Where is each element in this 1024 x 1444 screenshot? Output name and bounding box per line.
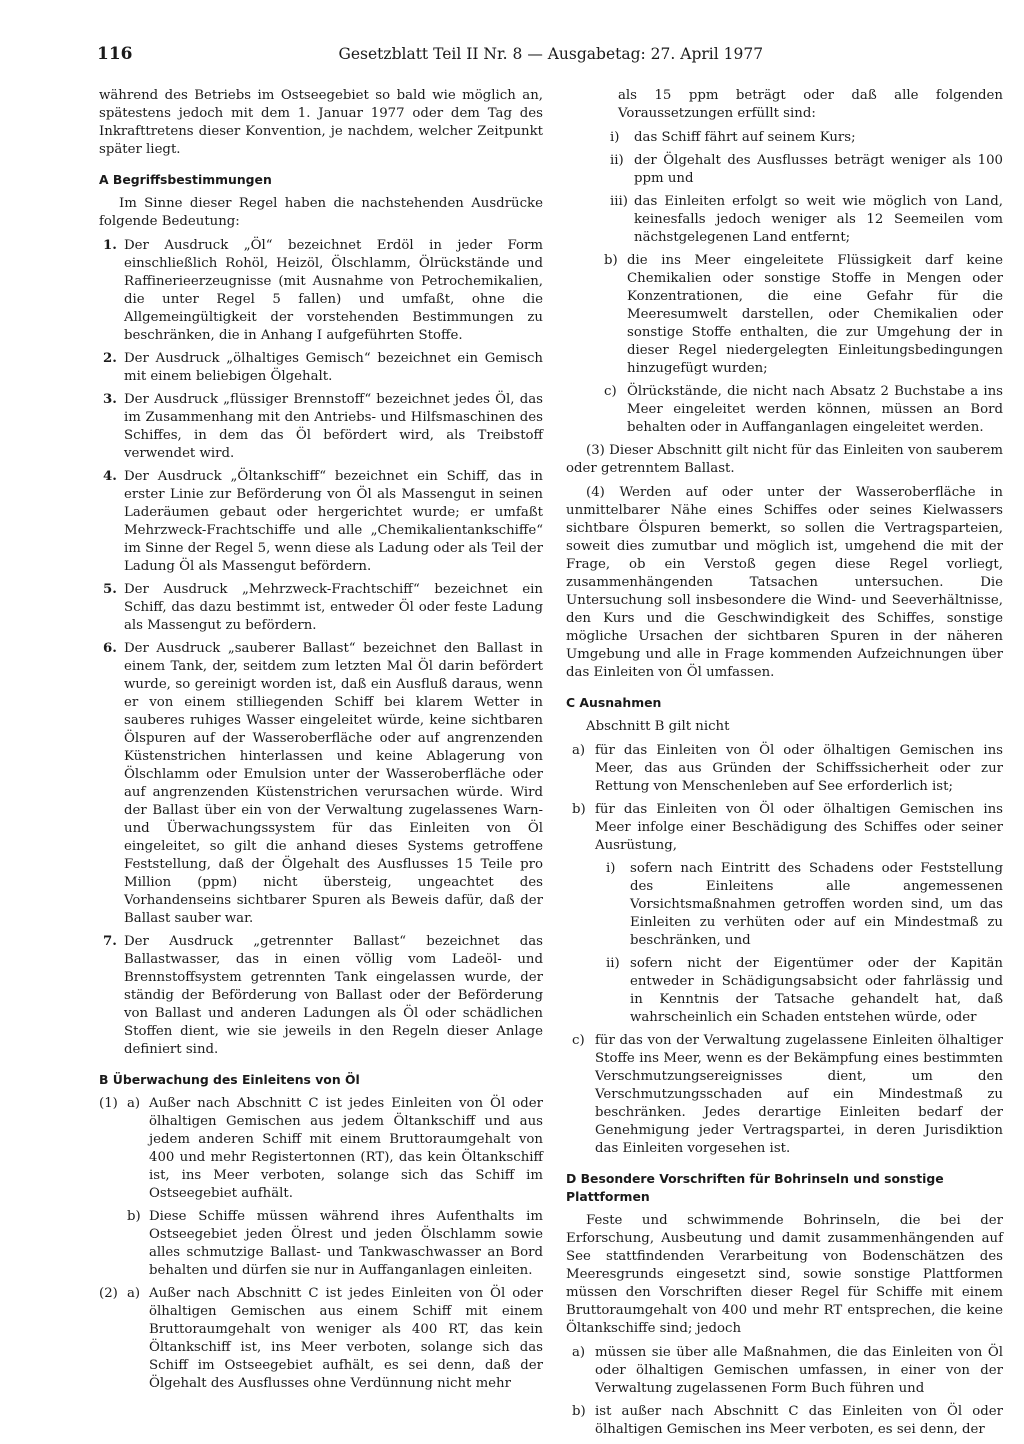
- left-column: [99, 87, 543, 1398]
- definition-item: 7. Der Ausdruck „getrennter Ballast“ bezeichnet das Ballastwasser, das in einen völlig vom Ladeöl- und Brennstoffsystem getrennten Tank eingelassen wurde, der ständig der Beförderung von Ballast oder der Beförderung von Ballast und anderen Ladungen als Öl oder schädlichen Stoffen dient, wie sie jeweils in den Regeln dieser Anlage definiert sind.: [103, 934, 543, 1057]
- definition-item: 4. Der Ausdruck „Öltankschiff“ bezeichnet ein Schiff, das in erster Linie zur Beförderung von Öl als Massengut in seinen Laderäumen gebaut oder hergerichtet wurde; er umfaßt Mehrzweck-Frachtschiffe und alle „Chemikalientankschiffe“ im Sinne der Regel 5, wenn diese als Ladung oder als Teil der Ladung Öl als Massengut befördern.: [103, 469, 543, 574]
- definition-item: 6. Der Ausdruck „sauberer Ballast“ bezeichnet den Ballast in einem Tank, der, seitdem zum letzten Mal Öl darin befördert wurde, so gereinigt worden ist, daß ein Ausfluß daraus, wenn er von einem stilliegenden Schiff bei klarem Wetter in sauberes ruhiges Wasser eingeleitet würde, keine sichtbaren Ölspuren auf der Wasseroberfläche oder auf angrenzenden Küstenstrichen hinterlassen und keine Ablagerung von Ölschlamm oder Emulsion unter der Wasseroberfläche oder auf angrenzenden Küstenstrichen verursachen würde. Wird der Ballast über ein von der Verwaltung zugelassenes Warn- und Überwachungssystem für das Einleiten von Öl eingeleitet, so gilt die anhand dieses Systems getroffene Feststellung, daß der Ölgehalt des Ausflusses 15 Teile pro Million (ppm) nicht übersteig, ungeachtet des Vorhandenseins sichtbarer Spuren als Beweis dafür, daß der Ballast sauber war.: [103, 641, 543, 926]
- paragraph-2b: b) die ins Meer eingeleitete Flüssigkeit darf keine Chemikalien oder sonstige Stoffe in Mengen oder Konzentrationen, die eine Gefahr für die Meeresumwelt darstellen, oder Chemikalien oder sonstige Stoffe enthalten, die zur Umgehung der in dieser Regel niedergelegten Einleitungsbedingungen hinzugefügt wurden;: [604, 253, 1003, 376]
- section-d-lead: Feste und schwimmende Bohrinseln, die bei der Erforschung, Ausbeutung und damit zusammenhängenden auf See stattfindenden Verarbeitung von Bodenschätzen des Meeresgrunds eingesetzt sind, sowie sonstige Plattformen müssen den Vorschriften dieser Regel für Schiffe mit einem Bruttoraumgehalt von 400 und mehr RT entsprechen, die keine Öltankschiffe sind; jedoch: [566, 1213, 1003, 1336]
- section-c-lead: Abschnitt B gilt nicht: [586, 719, 730, 734]
- definition-item: 5. Der Ausdruck „Mehrzweck-Frachtschiff“ bezeichnet ein Schiff, das dazu bestimmt ist, entweder Öl oder feste Ladung als Massengut zu befördern.: [103, 582, 543, 633]
- section-a-lead: Im Sinne dieser Regel haben die nachstehenden Ausdrücke folgende Bedeutung:: [99, 196, 543, 229]
- section-c-heading: C Ausnahmen: [566, 695, 662, 710]
- roman-item: ii) der Ölgehalt des Ausflusses beträgt weniger als 100 ppm und: [610, 153, 1003, 186]
- continuation-paragraph: als 15 ppm beträgt oder daß alle folgenden Voraussetzungen erfüllt sind:: [618, 88, 1003, 121]
- section-a-heading: A Begriffsbestimmungen: [99, 172, 272, 187]
- page-number: 116: [97, 44, 133, 64]
- intro-paragraph: während des Betriebs im Ostseegebiet so bald wie möglich an, spätestens jedoch mit dem 1. Januar 1977 oder dem Tag des Inkrafttretens dieser Konvention, je nachdem, welcher Zeitpunkt später liegt.: [99, 88, 543, 157]
- exception-a: a) für das Einleiten von Öl oder ölhaltigen Gemischen ins Meer, das aus Gründen der Schiffssicherheit oder zur Rettung von Menschenleben auf See erforderlich ist;: [572, 743, 1003, 794]
- platform-rule-b: b) ist außer nach Abschnitt C das Einleiten von Öl oder ölhaltigen Gemischen ins Meer verboten, es sei denn, der: [572, 1404, 1003, 1437]
- running-title: Gesetzblatt Teil II Nr. 8 — Ausgabetag: 27. April 1977: [338, 45, 764, 63]
- paragraph-3: (3) Dieser Abschnitt gilt nicht für das Einleiten von sauberem oder getrenntem Ballast.: [566, 443, 1003, 476]
- page-header: [97, 44, 1002, 68]
- exception-c: c) für das von der Verwaltung zugelassene Einleiten ölhaltiger Stoffe ins Meer, wenn es der Bekämpfung eines bestimmten Verschmutzungsereignisses dient, um den Verschmutzungsschaden auf ein Mindestmaß zu beschränken. Jedes derartige Einleiten bedarf der Genehmigung jeder Vertragspartei, in deren Jurisdiktion das Einleiten vorgesehen ist.: [572, 1033, 1003, 1156]
- definition-item: 3. Der Ausdruck „flüssiger Brennstoff“ bezeichnet jedes Öl, das im Zusammenhang mit den Antriebs- und Hilfsmaschinen des Schiffes, in dem das Öl befördert wird, als Treibstoff verwendet wird.: [103, 392, 543, 461]
- exception-b-ii: ii) sofern nicht der Eigentümer oder der Kapitän entweder in Schädigungsabsicht oder fahrlässig und in Kenntnis der Tatsache gehandelt hat, daß wahrscheinlich ein Schaden entstehen würde, oder: [606, 956, 1003, 1025]
- exception-b-i: i) sofern nach Eintritt des Schadens oder Feststellung des Einleitens alle angemessenen Vorsichtsmaßnahmen getroffen worden sind, um das Einleiten zu verhüten oder auf ein Mindestmaß zu beschränken, und: [606, 861, 1003, 948]
- platform-rule-a: a) müssen sie über alle Maßnahmen, die das Einleiten von Öl oder ölhaltigen Gemischen umfassen, in einer von der Verwaltung zugelassenen Form Buch führen und: [572, 1345, 1003, 1396]
- definition-item: 2. Der Ausdruck „ölhaltiges Gemisch“ bezeichnet ein Gemisch mit einem beliebigen Ölgehalt.: [103, 351, 543, 384]
- roman-item: i) das Schiff fährt auf seinem Kurs;: [610, 130, 856, 145]
- roman-item: iii) das Einleiten erfolgt so weit wie möglich von Land, keinesfalls jedoch weniger als 12 Seemeilen vom nächstgelegenen Land entfernt;: [610, 194, 1003, 245]
- paragraph-2c: c) Ölrückstände, die nicht nach Absatz 2 Buchstabe a ins Meer eingeleitet werden können, müssen an Bord behalten oder in Auffanganlagen eingeleitet werden.: [604, 384, 1003, 435]
- section-d-heading: D Besondere Vorschriften für Bohrinseln und sonstige Plattformen: [566, 1171, 944, 1204]
- definition-item: 1. Der Ausdruck „Öl“ bezeichnet Erdöl in jeder Form einschließlich Rohöl, Heizöl, Ölschlamm, Ölrückstände und Raffinerieerzeugnisse (mit Ausnahme von Petrochemikalien, die unter Regel 5 fallen) und umfaßt, ohne die Allgemeingültigkeit der vorstehenden Bestimmungen zu beschränken, die in Anhang I aufgeführten Stoffe.: [103, 238, 543, 343]
- paragraph-1b: b) Diese Schiffe müssen während ihres Aufenthalts im Ostseegebiet jeden Ölrest und jeden Ölschlamm sowie alles schmutzige Ballast- und Tankwaschwasser an Bord behalten und dürfen sie nur in Auffanganlagen einleiten.: [127, 1209, 543, 1278]
- right-column: [566, 87, 1003, 1444]
- section-b-heading: B Überwachung des Einleitens von Öl: [99, 1072, 360, 1087]
- paragraph-2a: (2) a) Außer nach Abschnitt C ist jedes Einleiten von Öl oder ölhaltigen Gemischen aus einem Schiff mit einem Bruttoraumgehalt von weniger als 400 RT, das kein Öltankschiff ist, ins Meer verboten, solange sich das Schiff im Ostseegebiet aufhält, es sei denn, daß der Ölgehalt des Ausflusses ohne Verdünnung nicht mehr: [99, 1286, 543, 1391]
- paragraph-4: (4) Werden auf oder unter der Wasseroberfläche in unmittelbarer Nähe eines Schiffes oder seines Kielwassers sichtbare Ölspuren bemerkt, so sollen die Vertragsparteien, soweit dies zumutbar und möglich ist, umgehend die mit der Frage, ob ein Verstoß gegen diese Regel vorliegt, zusammenhängenden Tatsachen untersuchen. Die Untersuchung soll insbesondere die Wind- und Seeverhältnisse, den Kurs und die Geschwindigkeit des Schiffes, sonstige mögliche Ursachen der sichtbaren Spuren in der näheren Umgebung und alle in Frage kommenden Aufzeichnungen über das Einleiten von Öl umfassen.: [566, 485, 1003, 680]
- exception-b: b) für das Einleiten von Öl oder ölhaltigen Gemischen ins Meer infolge einer Beschädigung des Schiffes oder seiner Ausrüstung,: [572, 802, 1003, 853]
- paragraph-1a: (1) a) Außer nach Abschnitt C ist jedes Einleiten von Öl oder ölhaltigen Gemischen aus jedem Öltankschiff und aus jedem anderen Schiff mit einem Bruttoraumgehalt von 400 und mehr Registertonnen (RT), das kein Öltankschiff ist, ins Meer verboten, solange sich das Schiff im Ostseegebiet aufhält.: [99, 1096, 543, 1201]
